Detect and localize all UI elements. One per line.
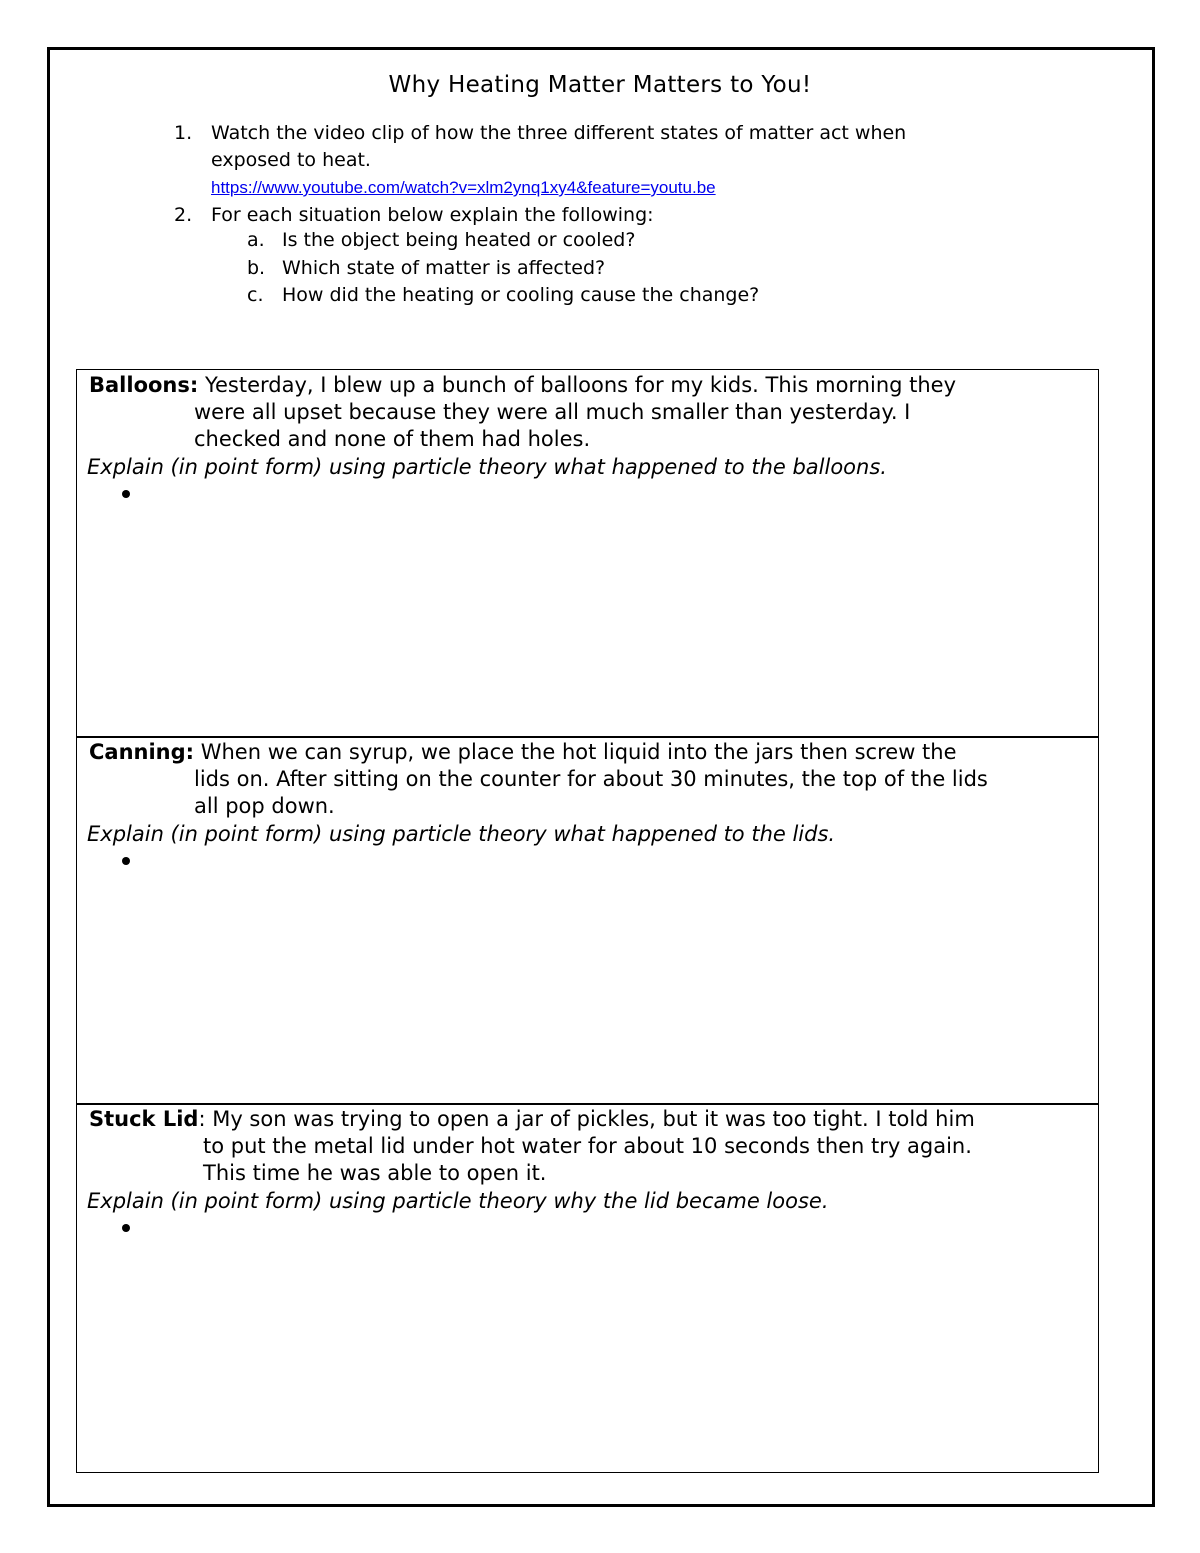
scenario-box-stuck-lid	[76, 1103, 1099, 1473]
scenario-text-line-3: This time he was able to open it.	[203, 1161, 547, 1185]
sub-c-text: How did the heating or cooling cause the change?	[282, 284, 760, 306]
item-2-number: 2.	[174, 204, 193, 226]
scenario-text-line-1: : My son was trying to open a jar of pickles, but it was too tight. I told him	[198, 1107, 975, 1131]
scenario-text-line-2: lids on. After sitting on the counter for about 30 minutes, the top of the lids	[194, 767, 988, 791]
sub-b-letter: b.	[247, 257, 266, 279]
answer-bullet[interactable]	[122, 490, 130, 498]
explain-prompt: Explain (in point form) using particle theory what happened to the balloons.	[87, 455, 887, 479]
explain-prompt: Explain (in point form) using particle theory what happened to the lids.	[87, 822, 836, 846]
scenario-label: Balloons:	[89, 373, 199, 397]
scenario-text-line-2: to put the metal lid under hot water for about 10 seconds then try again.	[203, 1134, 972, 1158]
scenario-label: Canning:	[89, 740, 195, 764]
scenario-box-canning	[76, 736, 1099, 1105]
item-1-line-1: Watch the video clip of how the three different states of matter act when	[211, 122, 907, 144]
scenario-intro-line	[89, 371, 956, 399]
scenario-text-line-1: Yesterday, I blew up a bunch of balloons for my kids. This morning they	[198, 373, 957, 397]
item-1-number: 1.	[174, 122, 193, 144]
scenario-text-line-2: were all upset because they were all much smaller than yesterday. I	[194, 400, 911, 424]
answer-bullet[interactable]	[122, 1224, 130, 1232]
video-link[interactable]: https://www.youtube.com/watch?v=xlm2ynq1xy4&feature=youtu.be	[211, 178, 716, 197]
scenario-box-balloons	[76, 369, 1099, 738]
scenario-text-line-3: all pop down.	[194, 794, 335, 818]
scenario-intro-line	[89, 1105, 975, 1133]
item-2-text: For each situation below explain the following:	[211, 204, 654, 226]
item-1-line-2: exposed to heat.	[211, 149, 371, 171]
sub-c-letter: c.	[247, 284, 264, 306]
explain-prompt: Explain (in point form) using particle theory why the lid became loose.	[87, 1189, 829, 1213]
sub-b-text: Which state of matter is affected?	[282, 257, 606, 279]
sub-a-text: Is the object being heated or cooled?	[282, 229, 636, 251]
page-title: Why Heating Matter Matters to You!	[388, 72, 812, 98]
scenario-intro-line	[89, 738, 957, 766]
scenario-label: Stuck Lid	[89, 1107, 199, 1131]
scenario-text-line-1: When we can syrup, we place the hot liquid into the jars then screw the	[194, 740, 957, 764]
sub-a-letter: a.	[247, 229, 265, 251]
scenario-text-line-3: checked and none of them had holes.	[194, 427, 591, 451]
answer-bullet[interactable]	[122, 857, 130, 865]
